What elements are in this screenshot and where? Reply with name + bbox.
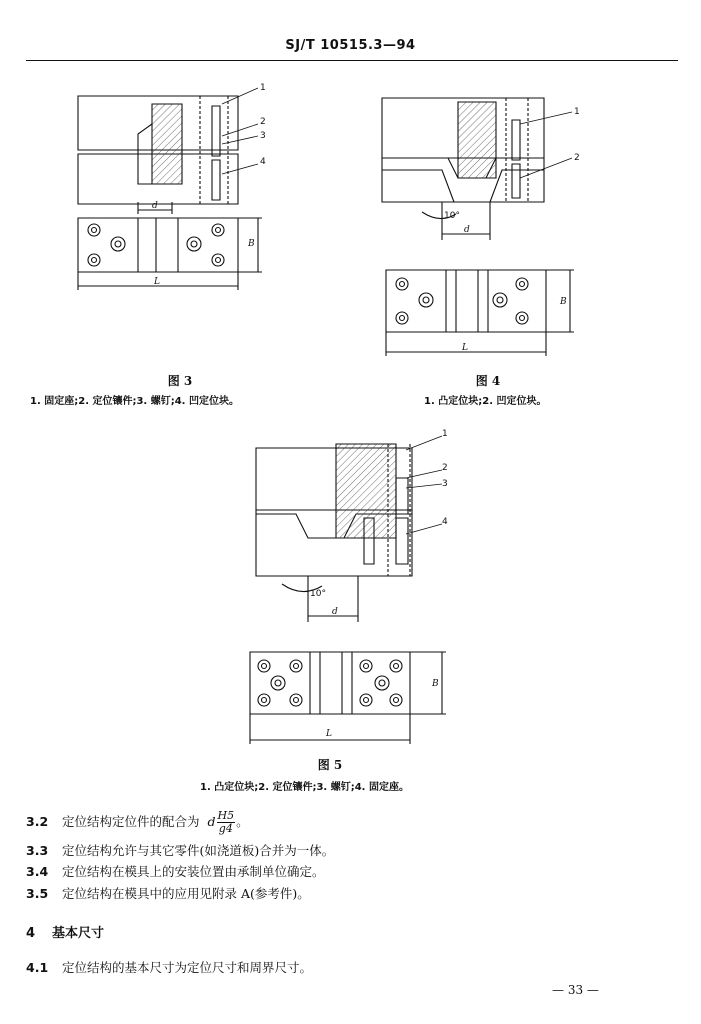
figure-5-title: 图 5 bbox=[317, 758, 343, 772]
fig4-side-view bbox=[382, 98, 544, 240]
fig3-dim-B: B bbox=[248, 239, 255, 249]
figure-5-caption: 1. 凸定位块;2. 定位镶件;3. 螺钉;4. 固定座。 bbox=[200, 782, 409, 793]
clause-3-5 bbox=[26, 884, 310, 902]
clause-3-3 bbox=[26, 841, 334, 859]
fig5-label-1: 1 bbox=[442, 429, 448, 439]
clause-number: 3.4 bbox=[26, 864, 49, 879]
fig5-dim-B: B bbox=[432, 679, 439, 689]
figure-4-caption: 1. 凸定位块;2. 凹定位块。 bbox=[424, 396, 547, 407]
page-number: — 33 — bbox=[552, 983, 599, 997]
fig4-label-2: 2 bbox=[574, 153, 580, 163]
section-title: 基本尺寸 bbox=[52, 926, 105, 941]
fig4-plan-view bbox=[386, 270, 574, 356]
fig3-plan-view bbox=[78, 218, 262, 290]
fig4-dim-L: L bbox=[462, 343, 468, 353]
fit-fraction bbox=[217, 810, 236, 835]
header-rule bbox=[26, 60, 678, 61]
standard-code-header: SJ/T 10515.3—94 bbox=[285, 38, 416, 53]
clause-4-1 bbox=[26, 958, 312, 976]
fig3-label-2: 2 bbox=[260, 117, 266, 127]
clause-text: 定位结构允许与其它零件(如浇道板)合并为一体。 bbox=[62, 843, 335, 858]
figure-5-drawing bbox=[246, 426, 456, 746]
fig5-label-4: 4 bbox=[442, 517, 448, 527]
figure-3-title: 图 3 bbox=[167, 374, 193, 388]
fig4-angle: 10° bbox=[444, 211, 460, 221]
fig3-label-4: 4 bbox=[260, 157, 266, 167]
fit-upper: H5 bbox=[217, 809, 235, 822]
fig4-label-1: 1 bbox=[574, 107, 580, 117]
fig5-dim-d: d bbox=[332, 607, 338, 617]
fit-lower: g4 bbox=[218, 822, 233, 835]
fig3-label-1: 1 bbox=[260, 83, 266, 93]
fig5-angle: 10° bbox=[310, 589, 326, 599]
section-4-heading bbox=[26, 922, 104, 941]
fig3-dim-L: L bbox=[154, 277, 160, 287]
clause-text: 定位结构的基本尺寸为定位尺寸和周界尺寸。 bbox=[62, 960, 313, 975]
clause-number: 3.3 bbox=[26, 843, 49, 858]
figure-4-title: 图 4 bbox=[475, 374, 501, 388]
section-number: 4 bbox=[26, 926, 36, 941]
clause-number: 3.5 bbox=[26, 886, 49, 901]
figure-4-drawing bbox=[382, 94, 592, 364]
fig5-plan-view bbox=[250, 652, 446, 744]
fig5-leaders bbox=[406, 436, 442, 534]
fig3-dim-d: d bbox=[152, 201, 158, 211]
fig5-side-view bbox=[256, 444, 412, 622]
fig4-dim-B: B bbox=[560, 297, 567, 307]
fig5-label-2: 2 bbox=[442, 463, 448, 473]
fig5-label-3: 3 bbox=[442, 479, 448, 489]
figure-3-drawing bbox=[72, 84, 282, 294]
clause-text: 定位结构在模具上的安装位置由承制单位确定。 bbox=[62, 864, 325, 879]
clause-text: 定位结构定位件的配合为 bbox=[62, 814, 200, 829]
clause-3-2 bbox=[26, 810, 249, 835]
clause-number: 3.2 bbox=[26, 814, 49, 829]
figure-3-caption: 1. 固定座;2. 定位镶件;3. 螺钉;4. 凹定位块。 bbox=[30, 396, 239, 407]
fig3-leaders bbox=[222, 88, 258, 174]
fig3-label-3: 3 bbox=[260, 131, 266, 141]
fit-symbol-d: d bbox=[207, 814, 216, 829]
clause-number: 4.1 bbox=[26, 960, 49, 975]
fig4-dim-d: d bbox=[464, 225, 470, 235]
clause-text: 定位结构在模具中的应用见附录 A(参考件)。 bbox=[62, 886, 310, 901]
clause-3-4 bbox=[26, 862, 325, 880]
clause-text-end: 。 bbox=[236, 814, 249, 829]
fig3-side-view bbox=[78, 96, 238, 214]
fig5-dim-L: L bbox=[326, 729, 332, 739]
